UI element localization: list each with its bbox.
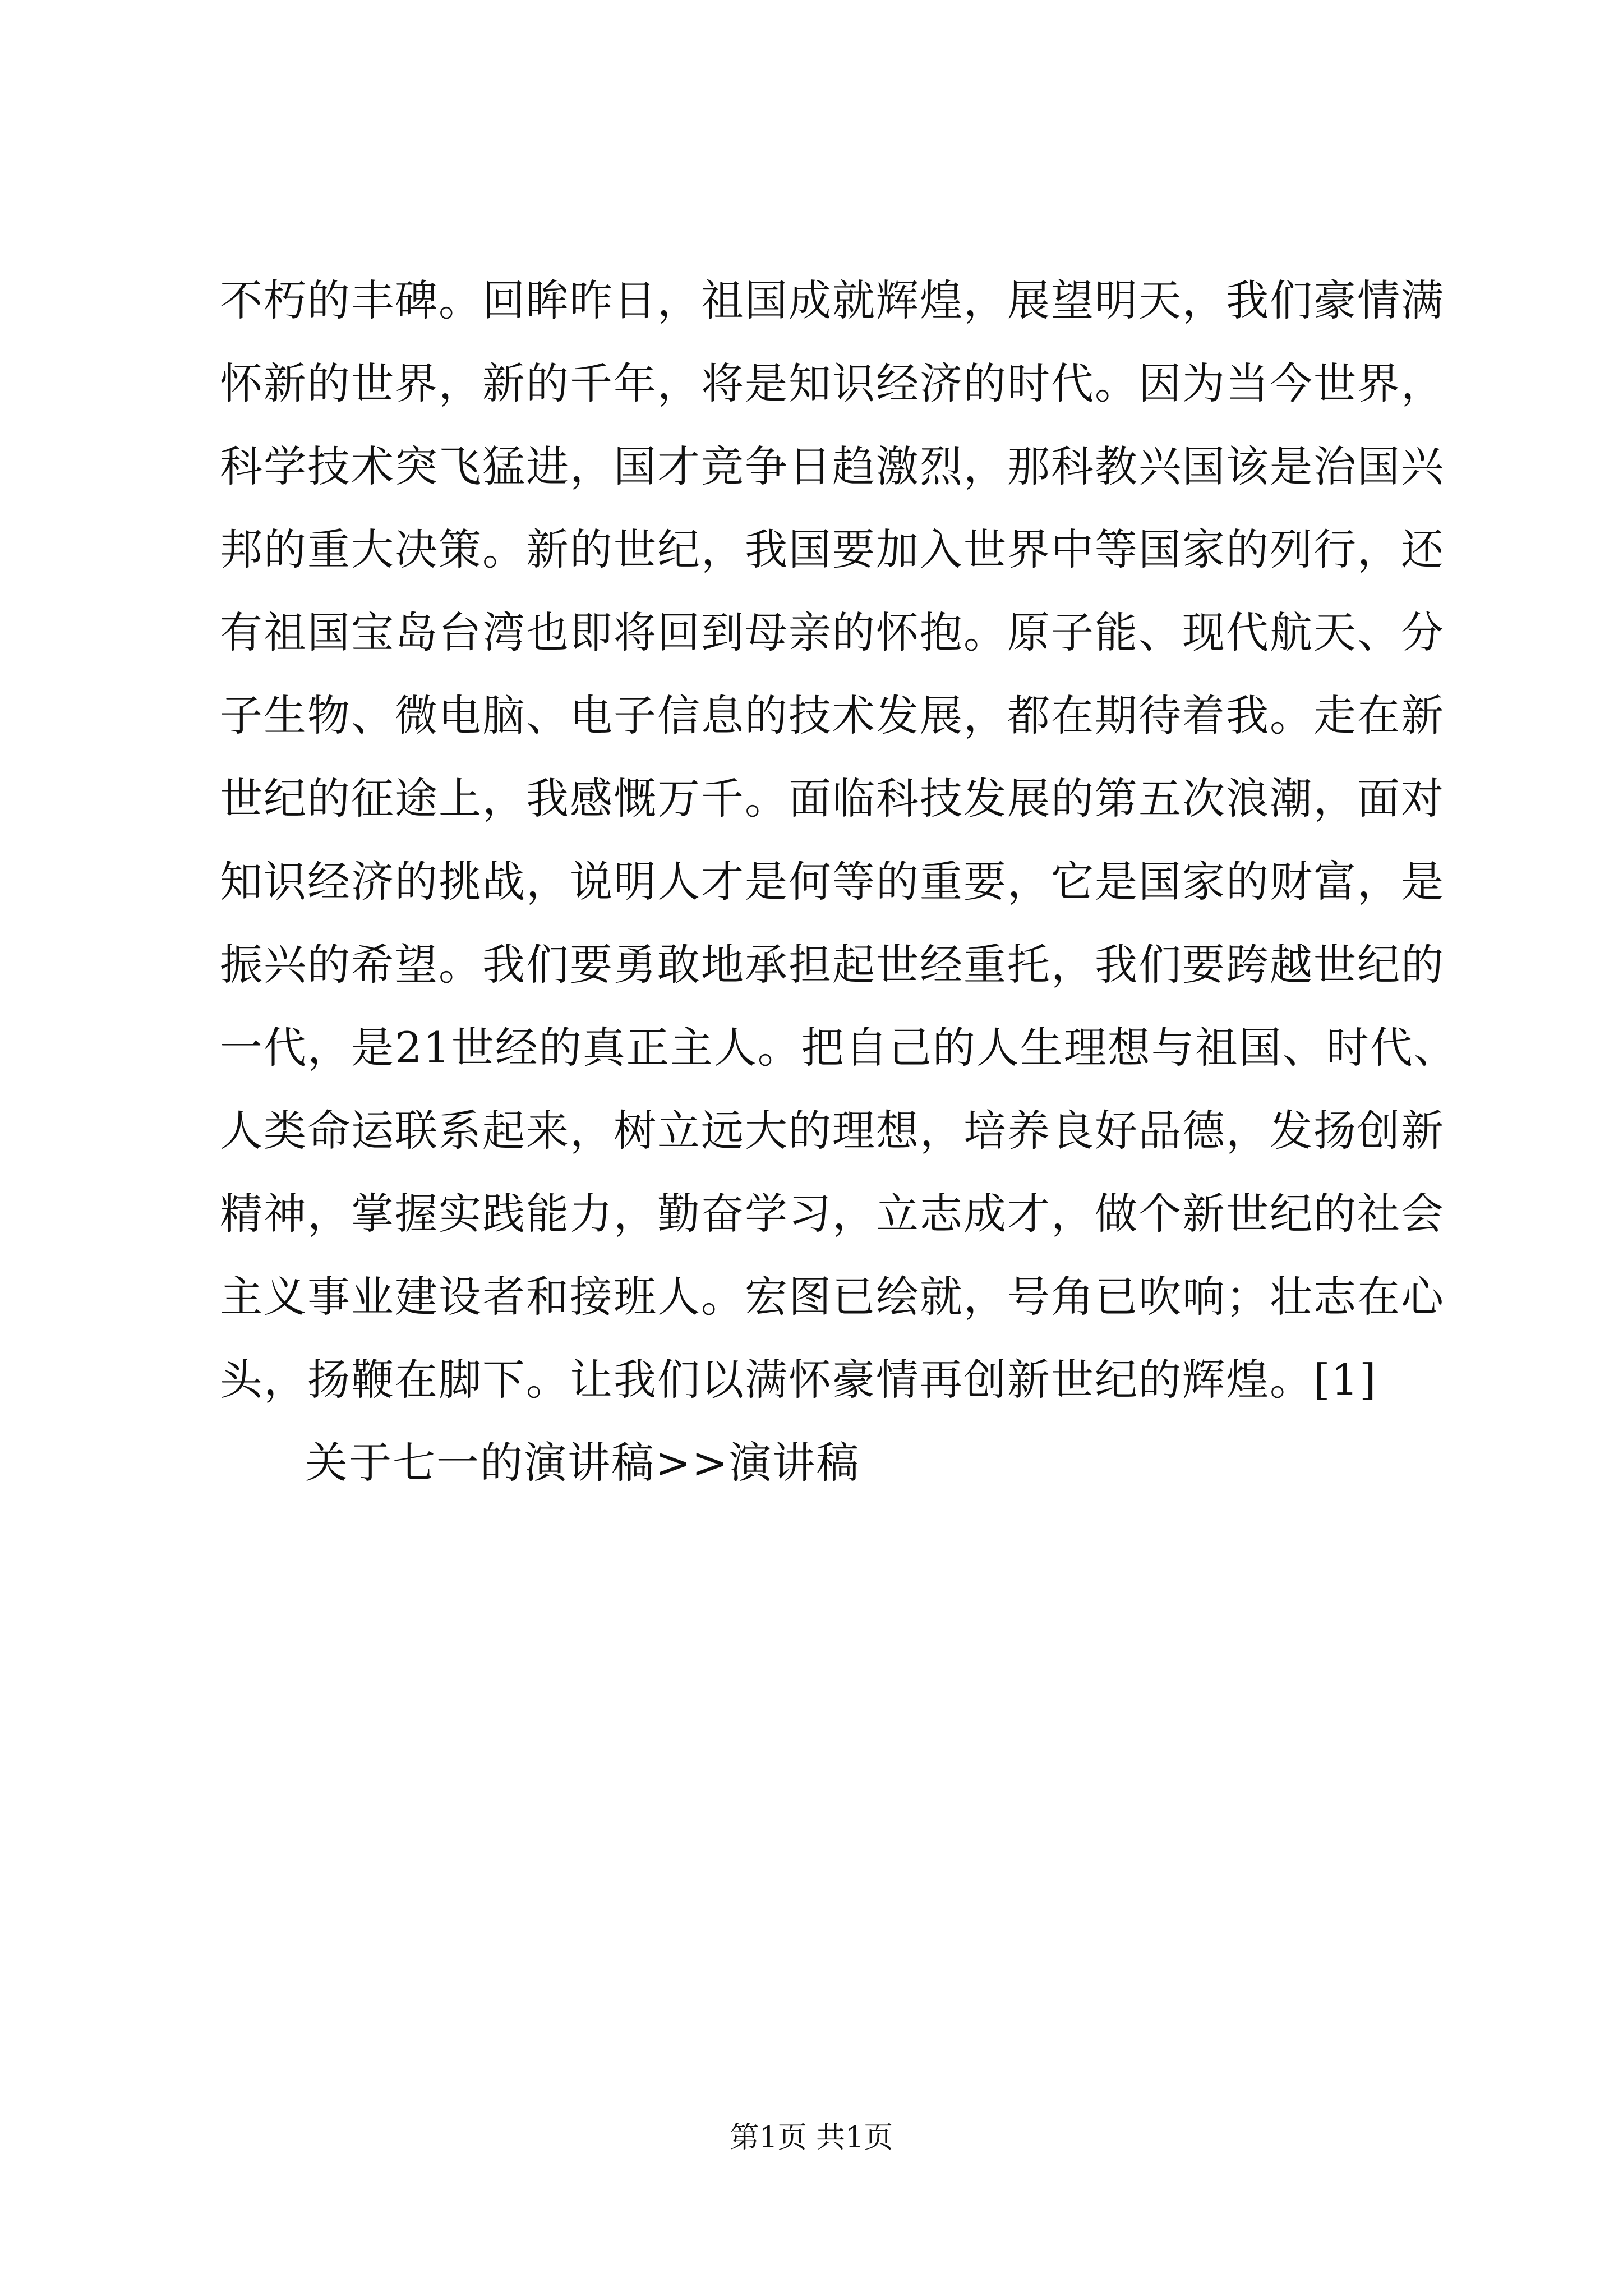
- paragraph-line: 头，扬鞭在脚下。让我们以满怀豪情再创新世纪的辉煌。[1]: [220, 1355, 1377, 1405]
- paragraph-line: 不朽的丰碑。回眸昨日，祖国成就辉煌，展望明天，我们豪情满: [220, 275, 1445, 325]
- related-article-link[interactable]: 关于七一的演讲稿>>演讲稿: [305, 1438, 860, 1488]
- speech-body: [220, 259, 1458, 1504]
- paragraph-line: 振兴的希望。我们要勇敢地承担起世经重托，我们要跨越世纪的: [220, 940, 1445, 990]
- page-footer: 第1页 共1页: [730, 2121, 893, 2155]
- paragraph-line: 一代，是21世经的真正主人。把自己的人生理想与祖国、时代、: [220, 1023, 1458, 1073]
- paragraph-line: 知识经济的挑战，说明人才是何等的重要，它是国家的财富，是: [220, 857, 1445, 907]
- paragraph-line: 怀新的世界，新的千年，将是知识经济的时代。因为当今世界，: [220, 358, 1445, 408]
- paragraph-line: 邦的重大决策。新的世纪，我国要加入世界中等国家的列行，还: [220, 524, 1445, 574]
- paragraph-line: 精神，掌握实践能力，勤奋学习，立志成才，做个新世纪的社会: [220, 1189, 1445, 1239]
- paragraph-line: 世纪的征途上，我感慨万千。面临科技发展的第五次浪潮，面对: [220, 774, 1445, 823]
- paragraph-line: 子生物、微电脑、电子信息的技术发展，都在期待着我。走在新: [220, 691, 1445, 740]
- paragraph-line: 科学技术突飞猛进，国才竞争日趋激烈，那科教兴国该是治国兴: [220, 441, 1445, 491]
- paragraph-line: 人类命运联系起来，树立远大的理想，培养良好品德，发扬创新: [220, 1106, 1445, 1156]
- paragraph-line: 有祖国宝岛台湾也即将回到母亲的怀抱。原子能、现代航天、分: [220, 608, 1445, 657]
- paragraph-line: 主义事业建设者和接班人。宏图已绘就，号角已吹响；壮志在心: [220, 1272, 1445, 1322]
